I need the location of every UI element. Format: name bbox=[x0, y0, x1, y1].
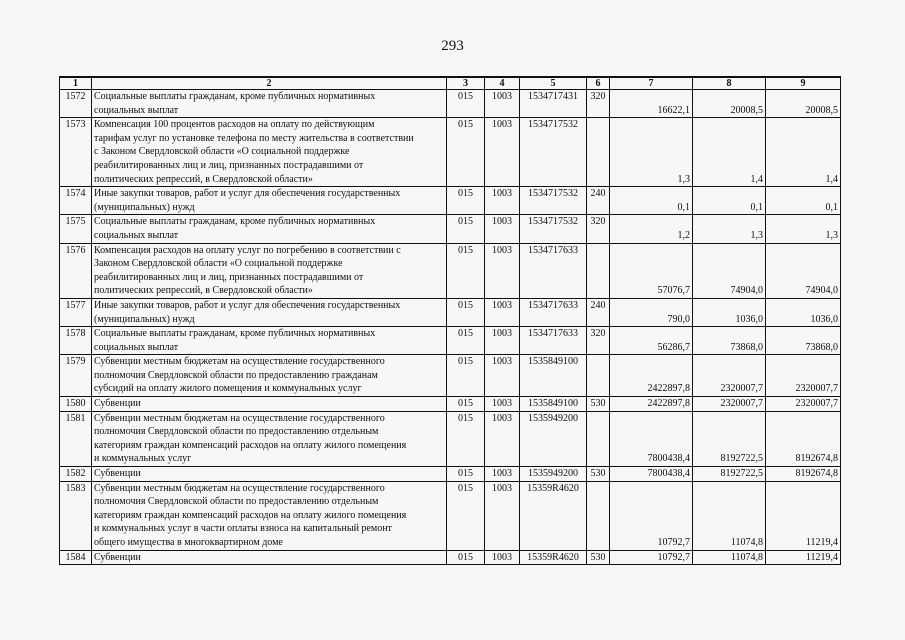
code-6-cell: 530 bbox=[587, 397, 610, 412]
table-row bbox=[60, 481, 841, 550]
row-name-line: Иные закупки товаров, работ и услуг для обеспечения государственных bbox=[94, 188, 401, 200]
row-name-line: Субвенции местным бюджетам на осуществление государственного bbox=[94, 412, 385, 424]
header-cell: 2 bbox=[92, 77, 447, 90]
amount-9-cell: 11219,4 bbox=[766, 481, 841, 550]
row-name-line: Субвенции bbox=[94, 398, 141, 410]
code-4-cell: 1003 bbox=[485, 90, 520, 118]
row-name-cell bbox=[92, 467, 447, 482]
row-number-cell: 1575 bbox=[60, 215, 92, 243]
amount-8-cell: 1,3 bbox=[693, 215, 766, 243]
code-3-cell: 015 bbox=[447, 411, 485, 466]
amount-9-cell: 20008,5 bbox=[766, 90, 841, 118]
row-name-line: Иные закупки товаров, работ и услуг для обеспечения государственных bbox=[94, 299, 401, 311]
code-4-cell: 1003 bbox=[485, 118, 520, 187]
table-row bbox=[60, 327, 841, 355]
row-name-line: Социальные выплаты гражданам, кроме публичных нормативных bbox=[94, 91, 376, 102]
amount-8-cell: 20008,5 bbox=[693, 90, 766, 118]
row-name-cell bbox=[92, 243, 447, 298]
code-3-cell: 015 bbox=[447, 550, 485, 565]
row-name-line: тарифам услуг по установке телефона по месту жительства в соответствии bbox=[94, 132, 414, 144]
amount-8-cell: 11074,8 bbox=[693, 481, 766, 550]
code-4-cell: 1003 bbox=[485, 327, 520, 355]
code-5-cell: 1535949200 bbox=[520, 467, 587, 482]
row-number-cell: 1582 bbox=[60, 467, 92, 482]
code-5-cell: 15359R4620 bbox=[520, 550, 587, 565]
code-5-cell: 1535949200 bbox=[520, 411, 587, 466]
row-name-line: полномочия Свердловской области по предоставлению отдельным bbox=[94, 496, 379, 508]
table-row bbox=[60, 215, 841, 243]
table-row bbox=[60, 187, 841, 215]
row-name-line: Субвенции местным бюджетам на осуществление государственного bbox=[94, 482, 385, 494]
header-cell: 9 bbox=[766, 77, 841, 90]
row-name-line: Социальные выплаты гражданам, кроме публичных нормативных bbox=[94, 328, 376, 340]
row-name-cell bbox=[92, 118, 447, 187]
row-number-cell: 1574 bbox=[60, 187, 92, 215]
amount-8-cell: 2320007,7 bbox=[693, 397, 766, 412]
row-name-cell bbox=[92, 355, 447, 397]
amount-8-cell: 0,1 bbox=[693, 187, 766, 215]
row-name-line: полномочия Свердловской области по предоставлению отдельным bbox=[94, 426, 379, 438]
row-name-line: социальных выплат bbox=[94, 341, 179, 353]
code-5-cell: 1534717633 bbox=[520, 327, 587, 355]
amount-7-cell: 2422897,8 bbox=[610, 355, 693, 397]
code-6-cell bbox=[587, 355, 610, 397]
table-row bbox=[60, 411, 841, 466]
table-header-row bbox=[60, 77, 841, 90]
amount-7-cell: 16622,1 bbox=[610, 90, 693, 118]
row-name-line: социальных выплат bbox=[94, 229, 179, 241]
row-name-line: реабилитированных лиц и лиц, признанных пострадавшими от bbox=[94, 271, 364, 283]
amount-9-cell: 73868,0 bbox=[766, 327, 841, 355]
row-number-cell: 1576 bbox=[60, 243, 92, 298]
amount-7-cell: 56286,7 bbox=[610, 327, 693, 355]
code-6-cell: 320 bbox=[587, 327, 610, 355]
code-5-cell: 1535849100 bbox=[520, 355, 587, 397]
amount-7-cell: 7800438,4 bbox=[610, 411, 693, 466]
code-3-cell: 015 bbox=[447, 118, 485, 187]
amount-9-cell: 0,1 bbox=[766, 187, 841, 215]
code-3-cell: 015 bbox=[447, 467, 485, 482]
row-name-line: (муниципальных) нужд bbox=[94, 313, 195, 325]
header-cell: 4 bbox=[485, 77, 520, 90]
row-name-line: и коммунальных услуг в части оплаты взноса на капитальный ремонт bbox=[94, 523, 392, 535]
code-5-cell: 1535849100 bbox=[520, 397, 587, 412]
row-name-line: Компенсация расходов на оплату услуг по погребению в соответствии с bbox=[94, 244, 401, 256]
code-3-cell: 015 bbox=[447, 327, 485, 355]
code-5-cell: 1534717431 bbox=[520, 90, 587, 118]
code-6-cell: 320 bbox=[587, 215, 610, 243]
code-3-cell: 015 bbox=[447, 215, 485, 243]
header-cell: 5 bbox=[520, 77, 587, 90]
amount-8-cell: 2320007,7 bbox=[693, 355, 766, 397]
amount-8-cell: 74904,0 bbox=[693, 243, 766, 298]
code-3-cell: 015 bbox=[447, 90, 485, 118]
code-6-cell bbox=[587, 481, 610, 550]
code-3-cell: 015 bbox=[447, 243, 485, 298]
amount-9-cell: 8192674,8 bbox=[766, 467, 841, 482]
row-name-cell bbox=[92, 215, 447, 243]
row-name-cell bbox=[92, 327, 447, 355]
code-6-cell: 240 bbox=[587, 298, 610, 326]
header-cell: 3 bbox=[447, 77, 485, 90]
table-row bbox=[60, 118, 841, 187]
amount-9-cell: 1036,0 bbox=[766, 298, 841, 326]
header-cell: 8 bbox=[693, 77, 766, 90]
code-6-cell bbox=[587, 243, 610, 298]
row-number-cell: 1579 bbox=[60, 355, 92, 397]
row-number-cell: 1580 bbox=[60, 397, 92, 412]
code-3-cell: 015 bbox=[447, 397, 485, 412]
amount-7-cell: 1,3 bbox=[610, 118, 693, 187]
row-name-line: категориям граждан компенсаций расходов на оплату жилого помещения bbox=[94, 509, 407, 521]
row-number-cell: 1583 bbox=[60, 481, 92, 550]
amount-8-cell: 8192722,5 bbox=[693, 467, 766, 482]
amount-7-cell: 10792,7 bbox=[610, 481, 693, 550]
table-row bbox=[60, 550, 841, 565]
code-5-cell: 15359R4620 bbox=[520, 481, 587, 550]
amount-7-cell: 1,2 bbox=[610, 215, 693, 243]
code-4-cell: 1003 bbox=[485, 481, 520, 550]
amount-7-cell: 0,1 bbox=[610, 187, 693, 215]
amount-7-cell: 10792,7 bbox=[610, 550, 693, 565]
row-name-line: общего имущества в многоквартирном доме bbox=[94, 537, 283, 548]
row-name-cell bbox=[92, 397, 447, 412]
code-4-cell: 1003 bbox=[485, 298, 520, 326]
amount-9-cell: 2320007,7 bbox=[766, 355, 841, 397]
code-5-cell: 1534717532 bbox=[520, 118, 587, 187]
amount-8-cell: 11074,8 bbox=[693, 550, 766, 565]
amount-9-cell: 8192674,8 bbox=[766, 411, 841, 466]
row-number-cell: 1581 bbox=[60, 411, 92, 466]
amount-9-cell: 1,4 bbox=[766, 118, 841, 187]
row-name-line: субсидий на оплату жилого помещения и коммунальных услуг bbox=[94, 383, 362, 395]
header-cell: 1 bbox=[60, 77, 92, 90]
amount-9-cell: 2320007,7 bbox=[766, 397, 841, 412]
amount-9-cell: 74904,0 bbox=[766, 243, 841, 298]
row-name-cell bbox=[92, 90, 447, 118]
table-row bbox=[60, 243, 841, 298]
row-name-line: политических репрессий, в Свердловской области» bbox=[94, 285, 313, 297]
code-4-cell: 1003 bbox=[485, 550, 520, 565]
table-row bbox=[60, 90, 841, 118]
amount-8-cell: 73868,0 bbox=[693, 327, 766, 355]
row-number-cell: 1584 bbox=[60, 550, 92, 565]
row-name-cell bbox=[92, 187, 447, 215]
amount-7-cell: 790,0 bbox=[610, 298, 693, 326]
row-name-line: и коммунальных услуг bbox=[94, 453, 192, 465]
row-name-line: Законом Свердловской области «О социальной поддержке bbox=[94, 258, 343, 270]
row-name-line: реабилитированных лиц и лиц, признанных пострадавшими от bbox=[94, 159, 364, 171]
code-3-cell: 015 bbox=[447, 355, 485, 397]
code-4-cell: 1003 bbox=[485, 397, 520, 412]
row-name-cell bbox=[92, 298, 447, 326]
row-number-cell: 1573 bbox=[60, 118, 92, 187]
row-number-cell: 1572 bbox=[60, 90, 92, 118]
code-6-cell: 530 bbox=[587, 550, 610, 565]
code-4-cell: 1003 bbox=[485, 215, 520, 243]
amount-9-cell: 11219,4 bbox=[766, 550, 841, 565]
table-row bbox=[60, 467, 841, 482]
row-name-line: Субвенции местным бюджетам на осуществление государственного bbox=[94, 356, 385, 368]
row-name-line: Компенсация 100 процентов расходов на оплату по действующим bbox=[94, 119, 375, 131]
table-row bbox=[60, 355, 841, 397]
row-name-line: политических репрессий, в Свердловской области» bbox=[94, 173, 313, 185]
amount-7-cell: 57076,7 bbox=[610, 243, 693, 298]
code-4-cell: 1003 bbox=[485, 243, 520, 298]
code-6-cell: 530 bbox=[587, 467, 610, 482]
code-6-cell bbox=[587, 411, 610, 466]
code-6-cell: 320 bbox=[587, 90, 610, 118]
header-cell: 7 bbox=[610, 77, 693, 90]
row-name-line: социальных выплат bbox=[94, 104, 179, 116]
code-4-cell: 1003 bbox=[485, 187, 520, 215]
row-name-line: (муниципальных) нужд bbox=[94, 201, 195, 213]
row-name-line: Социальные выплаты гражданам, кроме публичных нормативных bbox=[94, 216, 376, 228]
budget-table bbox=[59, 76, 841, 565]
row-name-line: с Законом Свердловской области «О социальной поддержке bbox=[94, 146, 350, 158]
amount-7-cell: 2422897,8 bbox=[610, 397, 693, 412]
code-3-cell: 015 bbox=[447, 481, 485, 550]
code-5-cell: 1534717633 bbox=[520, 298, 587, 326]
row-name-cell bbox=[92, 411, 447, 466]
code-5-cell: 1534717532 bbox=[520, 187, 587, 215]
code-5-cell: 1534717532 bbox=[520, 215, 587, 243]
row-name-line: Субвенции bbox=[94, 551, 141, 563]
table-row bbox=[60, 397, 841, 412]
code-4-cell: 1003 bbox=[485, 467, 520, 482]
code-3-cell: 015 bbox=[447, 187, 485, 215]
code-6-cell: 240 bbox=[587, 187, 610, 215]
row-name-cell bbox=[92, 481, 447, 550]
row-name-line: Субвенции bbox=[94, 468, 141, 480]
page-number: 293 bbox=[441, 38, 464, 54]
code-4-cell: 1003 bbox=[485, 411, 520, 466]
row-number-cell: 1578 bbox=[60, 327, 92, 355]
amount-8-cell: 1036,0 bbox=[693, 298, 766, 326]
code-3-cell: 015 bbox=[447, 298, 485, 326]
row-name-line: категориям граждан компенсаций расходов на оплату жилого помещения bbox=[94, 439, 407, 451]
amount-7-cell: 7800438,4 bbox=[610, 467, 693, 482]
table-body bbox=[60, 90, 841, 565]
code-5-cell: 1534717633 bbox=[520, 243, 587, 298]
amount-9-cell: 1,3 bbox=[766, 215, 841, 243]
row-name-cell bbox=[92, 550, 447, 565]
table-row bbox=[60, 298, 841, 326]
header-cell: 6 bbox=[587, 77, 610, 90]
row-name-line: полномочия Свердловской области по предоставлению гражданам bbox=[94, 369, 378, 381]
row-number-cell: 1577 bbox=[60, 298, 92, 326]
code-4-cell: 1003 bbox=[485, 355, 520, 397]
amount-8-cell: 8192722,5 bbox=[693, 411, 766, 466]
amount-8-cell: 1,4 bbox=[693, 118, 766, 187]
code-6-cell bbox=[587, 118, 610, 187]
